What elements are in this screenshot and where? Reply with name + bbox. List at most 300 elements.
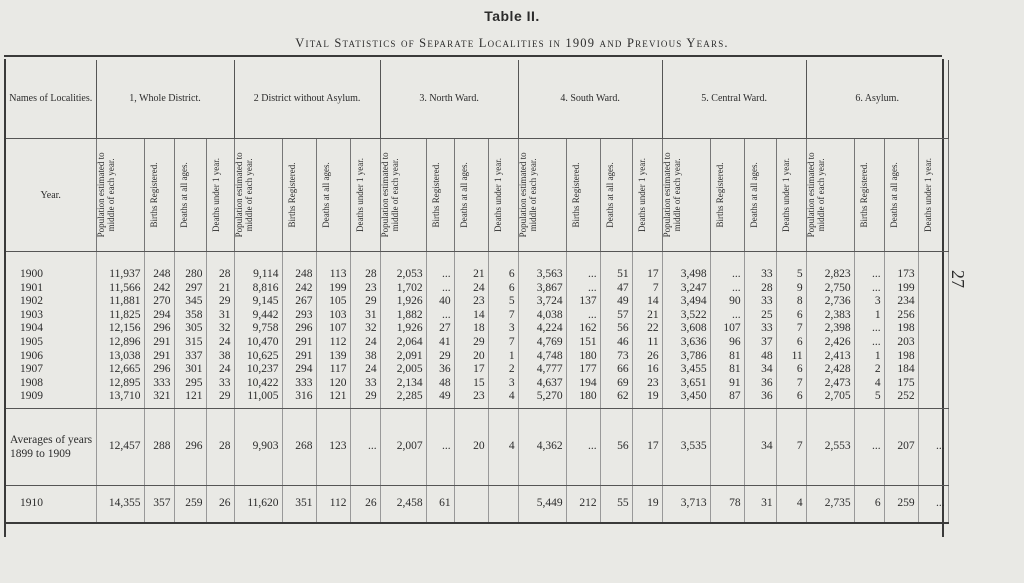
table-cell: 81 [710,363,744,377]
table-cell: 2,750 [806,282,854,296]
table-cell: 117 [316,363,350,377]
table-cell: ... [426,252,454,282]
table-cell: 13,038 [96,350,144,364]
table-cell: ... [918,485,948,523]
table-cell: 3,786 [662,350,710,364]
row-label: 1906 [6,350,96,364]
table-subtitle: Vital Statistics of Separate Localities in 1909 and Previous Years. [295,36,729,50]
table-cell: 22 [632,322,662,336]
table-cell: 3,713 [662,485,710,523]
group-header: 6. Asylum. [806,60,948,139]
table-cell: 5,270 [518,390,566,408]
table-cell: 25 [744,309,776,323]
table-cell: ... [426,408,454,485]
table-cell: 184 [884,363,918,377]
column-header [918,139,948,252]
group-header: 5. Central Ward. [662,60,806,139]
group-header: 3. North Ward. [380,60,518,139]
table-cell: 137 [566,295,600,309]
table-cell: 17 [454,363,488,377]
column-header [206,139,234,252]
table-cell: 291 [144,336,174,350]
table-row [6,282,948,296]
table-cell: 291 [282,350,316,364]
table-cell: 291 [144,350,174,364]
table-cell [918,363,948,377]
table-cell: 11,566 [96,282,144,296]
table-cell: 24 [206,363,234,377]
table-cell: 3,247 [662,282,710,296]
table-cell: 29 [350,295,380,309]
table-cell: 29 [206,390,234,408]
table-cell: 2,398 [806,322,854,336]
table-row [6,322,948,336]
column-header [174,139,206,252]
table-cell: 316 [282,390,316,408]
table-cell: ... [566,252,600,282]
table-cell: 12,156 [96,322,144,336]
row-label: 1910 [6,485,96,523]
table-cell: 296 [174,408,206,485]
table-cell: 4,362 [518,408,566,485]
table-cell: 151 [566,336,600,350]
table-cell: 2,426 [806,336,854,350]
column-header [632,139,662,252]
table-row [6,408,948,485]
table-cell [454,485,488,523]
table-cell: 112 [316,336,350,350]
table-cell: 3,455 [662,363,710,377]
table-cell: 7 [776,377,806,391]
table-cell: 49 [600,295,632,309]
column-header-label: Population estimated to middle of each year. [518,152,538,238]
table-cell: 49 [426,390,454,408]
table-cell: 242 [282,282,316,296]
table-cell: 55 [600,485,632,523]
table-cell: 11,937 [96,252,144,282]
table-cell: ... [854,336,884,350]
table-cell: 51 [600,252,632,282]
row-label: 1905 [6,336,96,350]
table-cell: 87 [710,390,744,408]
table-row [6,485,948,523]
table-cell: 3,494 [662,295,710,309]
table-cell: 6 [776,390,806,408]
table-cell: 5 [854,390,884,408]
table-row [6,295,948,309]
column-header [710,139,744,252]
table-cell: 162 [566,322,600,336]
table-cell [488,485,518,523]
column-header-label: Deaths under 1 year. [210,158,221,232]
table-cell: 351 [282,485,316,523]
table-cell: 296 [282,322,316,336]
table-cell: ... [854,322,884,336]
table-cell: 1 [854,350,884,364]
table-cell: 297 [174,282,206,296]
table-cell: 96 [710,336,744,350]
table-cell: 121 [174,390,206,408]
table-cell: 333 [282,377,316,391]
table-cell: 337 [174,350,206,364]
row-label: 1901 [6,282,96,296]
column-header-label: Deaths at all ages. [458,162,469,228]
table-cell: 259 [884,485,918,523]
table-cell: 293 [282,309,316,323]
table-cell: 11,881 [96,295,144,309]
table-cell: ... [566,282,600,296]
table-cell: 2,458 [380,485,426,523]
column-header [426,139,454,252]
table-cell: 19 [632,390,662,408]
table-cell: 38 [206,350,234,364]
table-cell: 3,498 [662,252,710,282]
table-cell: 26 [206,485,234,523]
column-header [488,139,518,252]
table-cell: 105 [316,295,350,309]
table-cell: 2,473 [806,377,854,391]
table-cell: 5,449 [518,485,566,523]
table-cell: 14 [632,295,662,309]
table-cell: 21 [454,252,488,282]
column-header [282,139,316,252]
table-cell: 252 [884,390,918,408]
table-cell: 333 [144,377,174,391]
table-cell: 26 [632,350,662,364]
table-row [6,252,948,282]
row-label: 1900 [6,252,96,282]
table-cell: ... [854,282,884,296]
table-cell: 24 [454,282,488,296]
table-cell: 139 [316,350,350,364]
table-cell: 23 [632,377,662,391]
row-label: 1903 [6,309,96,323]
column-header [96,139,144,252]
table-cell: 20 [454,350,488,364]
table-cell: 24 [350,336,380,350]
table-cell: 2,823 [806,252,854,282]
table-cell: 66 [600,363,632,377]
table-cell: 62 [600,390,632,408]
table-cell: 180 [566,390,600,408]
table-cell: 23 [350,282,380,296]
table-cell: 7 [776,322,806,336]
column-header-label: Deaths at all ages. [320,162,331,228]
page-number: 27 [948,270,968,288]
table-cell: 7 [488,336,518,350]
table-cell: 198 [884,350,918,364]
table-cell [918,282,948,296]
table-cell: 345 [174,295,206,309]
table-cell: 3,608 [662,322,710,336]
table-cell: 2,553 [806,408,854,485]
table-cell: 12,895 [96,377,144,391]
table-cell: 2,736 [806,295,854,309]
table-cell: 3,563 [518,252,566,282]
table-cell: 3,535 [662,408,710,485]
column-header-label: Births Registered. [286,162,297,228]
table-title: Table II. [484,8,540,24]
table-cell: 296 [144,363,174,377]
table-cell: 112 [316,485,350,523]
table-cell: 9,114 [234,252,282,282]
table-cell: 1,702 [380,282,426,296]
table-cell: 2,007 [380,408,426,485]
table-cell: 1 [488,350,518,364]
table-cell: 2 [488,363,518,377]
table-cell: 2,134 [380,377,426,391]
table-cell: 11,825 [96,309,144,323]
table-cell: 9,442 [234,309,282,323]
table-cell [918,295,948,309]
column-header [566,139,600,252]
table-cell: 4,748 [518,350,566,364]
table-cell: 32 [206,322,234,336]
table-cell: ... [710,282,744,296]
group-header: 2 District without Asylum. [234,60,380,139]
table-cell: 198 [884,322,918,336]
table-cell: 2,064 [380,336,426,350]
table-cell: 280 [174,252,206,282]
table-cell: 17 [632,252,662,282]
table-cell: 120 [316,377,350,391]
table-cell: 7 [632,282,662,296]
table-cell: ... [710,309,744,323]
table-cell: 175 [884,377,918,391]
table-cell [918,350,948,364]
group-header-row [6,60,948,139]
table-cell: 207 [884,408,918,485]
table-cell: ... [710,252,744,282]
table-cell: ... [566,309,600,323]
table-cell: 4,777 [518,363,566,377]
table-cell: 294 [144,309,174,323]
table-cell: 73 [600,350,632,364]
table-cell: 305 [174,322,206,336]
top-rule [4,55,942,57]
table-cell: 21 [632,309,662,323]
table-cell: 4,224 [518,322,566,336]
table-cell: 12,665 [96,363,144,377]
table-cell: 21 [206,282,234,296]
table-cell: 11 [776,350,806,364]
table-cell: 34 [744,408,776,485]
table-cell: 267 [282,295,316,309]
table-cell: 31 [744,485,776,523]
vital-statistics-table [6,60,949,524]
table-cell: 10,470 [234,336,282,350]
table-cell [918,322,948,336]
table-cell: 23 [454,390,488,408]
column-header-label: Deaths under 1 year. [354,158,365,232]
column-header-label: Deaths at all ages. [748,162,759,228]
table-cell: 3,636 [662,336,710,350]
table-cell: ... [854,252,884,282]
table-cell: 24 [206,336,234,350]
table-cell: 6 [776,363,806,377]
table-cell: 28 [350,252,380,282]
table-cell: 29 [426,350,454,364]
table-cell: 2,735 [806,485,854,523]
table-cell: 9,903 [234,408,282,485]
table-cell: 56 [600,408,632,485]
table-cell: 33 [350,377,380,391]
table-cell: 3,522 [662,309,710,323]
table-cell: 14,355 [96,485,144,523]
table-cell: 3,651 [662,377,710,391]
column-header-label: Population estimated to middle of each year. [806,152,826,238]
table-cell: 61 [426,485,454,523]
table-cell: 321 [144,390,174,408]
table-cell: 4,769 [518,336,566,350]
table-cell: 1 [854,309,884,323]
row-label: 1908 [6,377,96,391]
table-cell: 9 [776,282,806,296]
table-cell: 40 [426,295,454,309]
column-header-label: Deaths under 1 year. [922,158,933,232]
table-cell: 203 [884,336,918,350]
column-header [776,139,806,252]
table-cell: 6 [488,282,518,296]
table-cell: 301 [174,363,206,377]
table-cell: 31 [206,309,234,323]
table-cell: 6 [776,309,806,323]
table-cell: 2 [854,363,884,377]
table-cell: 4 [854,377,884,391]
table-cell: 31 [350,309,380,323]
table-cell: 12,457 [96,408,144,485]
table-cell: 4,038 [518,309,566,323]
row-label: Averages of years 1899 to 1909 [6,408,96,485]
table-cell: 4 [488,408,518,485]
group-header: 1, Whole District. [96,60,234,139]
table-cell: 294 [282,363,316,377]
table-cell: 248 [144,252,174,282]
table-cell: 8,816 [234,282,282,296]
table-cell: ... [426,282,454,296]
table-cell: ... [350,408,380,485]
table-cell: 10,422 [234,377,282,391]
table-cell: 256 [884,309,918,323]
table-cell: 123 [316,408,350,485]
table-cell: 16 [632,363,662,377]
table-cell: 1,882 [380,309,426,323]
column-header [518,139,566,252]
table-body [6,252,948,523]
table-cell: 199 [884,282,918,296]
table-cell: 29 [454,336,488,350]
subheader-row [6,139,948,252]
table-cell: 11,005 [234,390,282,408]
table-cell: 26 [350,485,380,523]
table-cell: 234 [884,295,918,309]
table-cell: 24 [350,363,380,377]
table-cell: 3,867 [518,282,566,296]
table-cell: 20 [454,408,488,485]
table-cell: 28 [744,282,776,296]
table-cell: 17 [632,408,662,485]
table-cell: 47 [600,282,632,296]
table-cell: 4 [488,390,518,408]
table-cell: 3 [488,322,518,336]
table-row [6,336,948,350]
table-cell: 242 [144,282,174,296]
table-cell: 81 [710,350,744,364]
table-cell: 10,237 [234,363,282,377]
table-cell: 56 [600,322,632,336]
table-cell: 18 [454,322,488,336]
table-cell: 248 [282,252,316,282]
column-header-label: Births Registered. [430,162,441,228]
group-header: 4. South Ward. [518,60,662,139]
row-label: 1904 [6,322,96,336]
table-cell: 107 [710,322,744,336]
table-cell: 48 [744,350,776,364]
table-cell: 177 [566,363,600,377]
table-cell: 10,625 [234,350,282,364]
table-cell: 291 [282,336,316,350]
table-cell: 46 [600,336,632,350]
table-cell: 36 [744,390,776,408]
column-header-label: Population estimated to middle of each year. [662,152,682,238]
table-cell: 41 [426,336,454,350]
table-cell: 6 [776,336,806,350]
table-cell: 2,285 [380,390,426,408]
table-cell: 33 [744,295,776,309]
column-header-label: Deaths under 1 year. [636,158,647,232]
column-header [144,139,174,252]
table-cell: 212 [566,485,600,523]
table-cell: 5 [776,252,806,282]
table-cell: 5 [488,295,518,309]
table-cell: 4 [776,485,806,523]
table-cell: 13,710 [96,390,144,408]
column-header [600,139,632,252]
table-row [6,363,948,377]
table-cell: 270 [144,295,174,309]
table-cell: 2,428 [806,363,854,377]
table-cell: 6 [488,252,518,282]
column-header-label: Deaths at all ages. [178,162,189,228]
column-header-label: Deaths at all ages. [604,162,615,228]
table-cell: 173 [884,252,918,282]
table-cell [918,252,948,282]
table-cell: 113 [316,252,350,282]
table-cell: 295 [174,377,206,391]
year-header: Year. [6,139,96,252]
table-cell: 180 [566,350,600,364]
table-cell: ... [426,309,454,323]
column-header-label: Births Registered. [714,162,725,228]
table-cell: 28 [206,252,234,282]
table-cell: 15 [454,377,488,391]
table-cell: 3 [854,295,884,309]
table-cell: 288 [144,408,174,485]
column-header [454,139,488,252]
column-header-label: Births Registered. [148,162,159,228]
table-cell: 11,620 [234,485,282,523]
table-cell: 9,145 [234,295,282,309]
table-cell: 3,450 [662,390,710,408]
table-cell: 91 [710,377,744,391]
table-cell: 199 [316,282,350,296]
table-cell: 3 [488,377,518,391]
table-cell: 28 [206,408,234,485]
table-cell: 37 [744,336,776,350]
table-cell: 296 [144,322,174,336]
row-label: 1909 [6,390,96,408]
table-row [6,309,948,323]
